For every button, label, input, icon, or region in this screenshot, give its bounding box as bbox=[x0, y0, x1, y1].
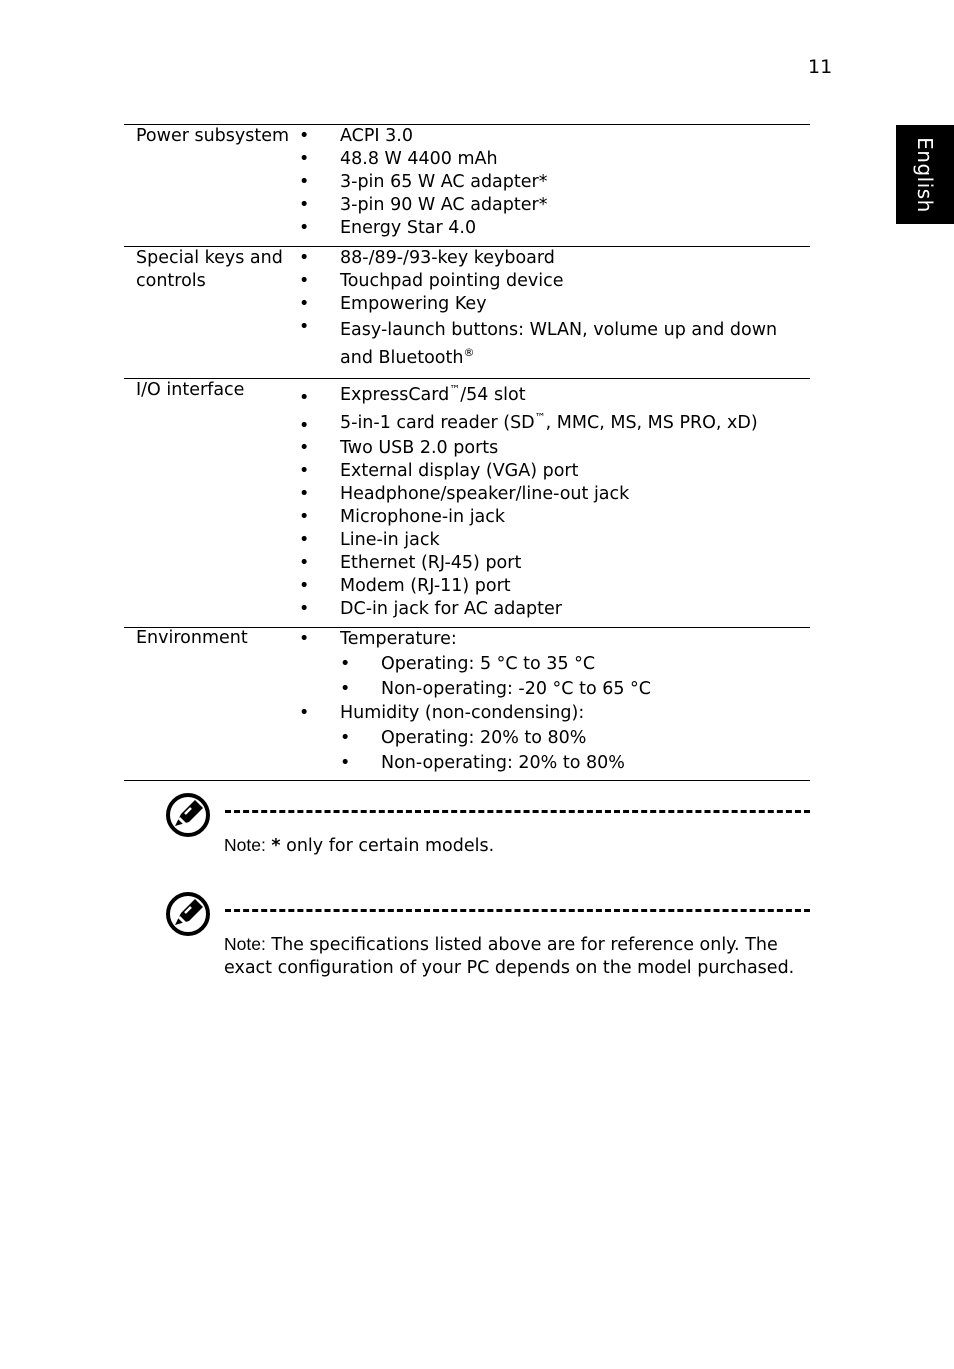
item-text: ACPI 3.0 bbox=[340, 126, 413, 146]
spec-label: I/O interface bbox=[136, 380, 245, 400]
list-item bbox=[299, 598, 810, 621]
item-text: 3-pin 90 W AC adapter* bbox=[340, 195, 548, 215]
bullet: • bbox=[299, 438, 310, 458]
bullet: • bbox=[299, 703, 310, 723]
bullet: • bbox=[299, 388, 310, 408]
spec-label: Power subsystem bbox=[136, 126, 290, 146]
item-text: Microphone-in jack bbox=[340, 507, 506, 527]
spec-table bbox=[124, 124, 810, 781]
list-item bbox=[299, 552, 810, 575]
spec-row-special-keys bbox=[124, 246, 810, 378]
item-text: 5-in-1 card reader (SD bbox=[340, 413, 535, 433]
list-item bbox=[299, 529, 810, 552]
note-label: Note: bbox=[224, 934, 266, 954]
item-text: Empowering Key bbox=[340, 294, 487, 314]
item-text: 48.8 W 4400 mAh bbox=[340, 149, 498, 169]
bullet: • bbox=[299, 195, 310, 215]
item-text: Energy Star 4.0 bbox=[340, 218, 477, 238]
bullet: • bbox=[299, 629, 310, 649]
spec-list bbox=[299, 379, 810, 621]
item-text: Modem (RJ-11) port bbox=[340, 576, 511, 596]
note-text bbox=[224, 933, 814, 980]
bullet: • bbox=[299, 530, 310, 550]
bullet: • bbox=[299, 553, 310, 573]
item-text: External display (VGA) port bbox=[340, 461, 579, 481]
item-text: ExpressCard bbox=[340, 385, 450, 405]
item-text: Easy-launch buttons: WLAN, volume up and down and Bluetooth bbox=[340, 320, 778, 368]
note-body: only for certain models. bbox=[280, 836, 495, 856]
list-item bbox=[299, 702, 810, 725]
bullet: • bbox=[299, 248, 310, 268]
bullet: • bbox=[299, 126, 310, 146]
bullet: • bbox=[299, 461, 310, 481]
list-item bbox=[299, 125, 810, 148]
item-text: Humidity (non-condensing): bbox=[340, 703, 585, 723]
dashed-divider bbox=[225, 909, 810, 912]
bullet: • bbox=[299, 416, 310, 436]
bullet: • bbox=[299, 149, 310, 169]
bullet: • bbox=[299, 294, 310, 314]
item-text: DC-in jack for AC adapter bbox=[340, 599, 562, 619]
item-text: /54 slot bbox=[460, 385, 526, 405]
sub-list-item bbox=[299, 752, 810, 775]
spec-label: Environment bbox=[136, 628, 248, 648]
bullet: • bbox=[340, 753, 351, 773]
spec-label: Special keys and controls bbox=[136, 248, 283, 291]
item-text: Headphone/speaker/line-out jack bbox=[340, 484, 630, 504]
list-item bbox=[299, 460, 810, 483]
note-label: Note: bbox=[224, 835, 266, 855]
list-item bbox=[299, 316, 810, 372]
list-item bbox=[299, 148, 810, 171]
page-number: 11 bbox=[808, 56, 833, 78]
list-item bbox=[299, 628, 810, 651]
item-text: Touchpad pointing device bbox=[340, 271, 564, 291]
note-pencil-icon bbox=[165, 792, 211, 838]
sub-list-item bbox=[299, 678, 810, 701]
spec-list bbox=[299, 125, 810, 240]
bullet: • bbox=[299, 218, 310, 238]
bullet: • bbox=[340, 679, 351, 699]
item-text: Operating: 20% to 80% bbox=[381, 728, 587, 748]
list-item bbox=[299, 171, 810, 194]
language-tab-label: English bbox=[913, 136, 937, 213]
trademark-mark: ™ bbox=[534, 411, 546, 424]
list-item bbox=[299, 270, 810, 293]
item-text: 88-/89-/93-key keyboard bbox=[340, 248, 555, 268]
item-text: Line-in jack bbox=[340, 530, 440, 550]
list-item bbox=[299, 575, 810, 598]
language-tab bbox=[896, 125, 954, 224]
sub-list-item bbox=[299, 653, 810, 676]
spec-row-environment bbox=[124, 627, 810, 780]
trademark-mark: ™ bbox=[449, 383, 461, 396]
bullet: • bbox=[340, 654, 351, 674]
item-text: Non-operating: 20% to 80% bbox=[381, 753, 625, 773]
list-item bbox=[299, 194, 810, 217]
bullet: • bbox=[340, 728, 351, 748]
registered-mark: ® bbox=[463, 346, 475, 359]
list-item bbox=[299, 409, 810, 437]
note-asterisk: * bbox=[271, 836, 281, 856]
list-item bbox=[299, 483, 810, 506]
item-text: Ethernet (RJ-45) port bbox=[340, 553, 522, 573]
spec-list bbox=[299, 628, 810, 775]
spec-list bbox=[299, 247, 810, 372]
note-text bbox=[224, 834, 814, 858]
bullet: • bbox=[299, 172, 310, 192]
item-text: Two USB 2.0 ports bbox=[340, 438, 499, 458]
bullet: • bbox=[299, 599, 310, 619]
note-pencil-icon bbox=[165, 891, 211, 937]
bullet: • bbox=[299, 317, 310, 337]
list-item bbox=[299, 217, 810, 240]
bullet: • bbox=[299, 271, 310, 291]
item-text: Non-operating: -20 °C to 65 °C bbox=[381, 679, 652, 699]
bullet: • bbox=[299, 507, 310, 527]
dashed-divider bbox=[225, 810, 810, 813]
item-text: , MMC, MS, MS PRO, xD) bbox=[545, 413, 758, 433]
list-item bbox=[299, 506, 810, 529]
item-text: 3-pin 65 W AC adapter* bbox=[340, 172, 548, 192]
list-item bbox=[299, 293, 810, 316]
list-item bbox=[299, 247, 810, 270]
bullet: • bbox=[299, 576, 310, 596]
bullet: • bbox=[299, 484, 310, 504]
item-text: Temperature: bbox=[340, 629, 457, 649]
sub-list-item bbox=[299, 727, 810, 750]
list-item bbox=[299, 381, 810, 409]
spec-row-io-interface bbox=[124, 378, 810, 627]
note-body: The specifications listed above are for reference only. The exact configuration of your PC depends on the model purchased. bbox=[224, 935, 795, 978]
item-text: Operating: 5 °C to 35 °C bbox=[381, 654, 596, 674]
list-item bbox=[299, 437, 810, 460]
spec-row-power bbox=[124, 124, 810, 246]
